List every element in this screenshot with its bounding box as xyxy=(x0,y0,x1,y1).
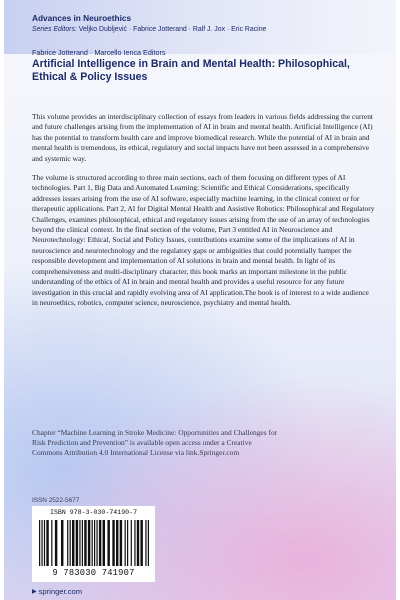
barcode-bar xyxy=(99,520,101,566)
barcode-bar xyxy=(92,520,93,566)
barcode xyxy=(32,506,155,582)
series-editors xyxy=(32,26,266,33)
barcode-bar xyxy=(70,520,71,566)
barcode-bars xyxy=(39,520,149,566)
barcode-bar xyxy=(140,520,142,566)
isbn-number: ISBN 978-3-030-74190-7 xyxy=(49,509,138,516)
book-editors: Fabrice Jotterand · Marcello Ienca Editors xyxy=(32,48,166,57)
series-editors-names: Veljko Dubljević · Fabrice Jotterand · Ralf J. Jox · Eric Racine xyxy=(78,26,267,33)
barcode-bar xyxy=(41,520,42,566)
barcode-bar xyxy=(72,520,74,566)
book-title: Artificial Intelligence in Brain and Mental Health: Philosophical, Ethical & Policy Issues xyxy=(32,58,350,83)
barcode-bar xyxy=(131,520,132,566)
barcode-bar xyxy=(67,520,68,566)
barcode-bar xyxy=(145,520,146,566)
barcode-bar xyxy=(96,520,97,566)
open-access-notice: Chapter “Machine Learning in Stroke Medicine: Opportunities and Challenges for Risk Prediction and Prevention” is available open access under a Creative Commons Attribution 4.0 International License via link.Springer.com xyxy=(32,428,278,458)
series-editors-label: Series Editors: xyxy=(32,26,77,33)
description-paragraph: The volume is structured according to three main sections, each of them focusing on different types of AI technologies. Part 1, Big Data and Automated Learning: Scientific and Ethical Considerations, specifically addresses issues arising from the use of AI software, especially machine learning, in the clinical context or for therapeutic applications. Part 2, AI for Digital Mental Health and Assistive Robotics: Philosophical and Regulatory Challenges, examines philosophical, ethical and regulatory issues arising from the use of an array of technologies beyond the clinical context. In the final section of the volume, Part 3 entitled AI in Neuroscience and Neurotechnology: Ethical, Social and Policy Issues, contributions examine some of the implications of AI in neuroscience and neurotechnology and the regulatory gaps or ambiguities that could potentially hamper the responsible development and implementation of AI solutions in brain and mental health. In light of its comprehensiveness and multi-disciplinary character, this book marks an important milestone in the public understanding of the ethics of AI in brain and mental health and provides a useful resource for any future investigation in this crucial and rapidly evolving area of AI application.The book is of interest to a wide audience in neuroethics, robotics, computer science, neuroscience, psychiatry and mental health. xyxy=(32,173,375,307)
website-text: springer.com xyxy=(38,587,83,596)
series-name: Advances in Neuroethics xyxy=(32,13,132,23)
barcode-bar xyxy=(79,520,80,566)
barcode-bar xyxy=(125,520,126,566)
back-cover xyxy=(4,0,396,600)
barcode-bar xyxy=(107,520,109,566)
barcode-bar xyxy=(148,520,149,566)
description-paragraph: This volume provides an interdisciplinary collection of essays from leaders in various fields addressing the current and future challenges arising from the implementation of AI in brain and mental health. Artificial Intelligence (AI) has the potential to transform health care and improve biomedical research. While the potential of AI in brain and mental health is tremendous, its ethical, regulatory and social impacts have not been assessed in a comprehensive and systemic way. xyxy=(32,112,373,163)
issn: ISSN 2522-5677 xyxy=(32,497,80,504)
barcode-bar xyxy=(112,520,114,566)
barcode-bar xyxy=(94,520,95,566)
barcode-bar xyxy=(76,520,78,566)
barcode-bar xyxy=(84,520,86,566)
barcode-bar xyxy=(46,520,48,566)
barcode-bar xyxy=(134,520,135,566)
arrow-right-icon: ▶ xyxy=(32,589,37,595)
barcode-bar xyxy=(88,520,90,566)
book-description xyxy=(32,112,376,317)
barcode-bar xyxy=(127,520,128,566)
website-link[interactable] xyxy=(32,587,82,596)
barcode-bar xyxy=(51,520,52,566)
barcode-bar xyxy=(103,520,105,566)
barcode-bar xyxy=(120,520,122,566)
barcode-bar xyxy=(44,520,45,566)
barcode-bar xyxy=(137,520,139,566)
barcode-bar xyxy=(55,520,57,566)
barcode-bar xyxy=(61,520,63,566)
barcode-bar xyxy=(39,520,40,566)
barcode-bar xyxy=(116,520,118,566)
ean-number: 9 783030 741907 xyxy=(52,568,135,578)
barcode-bar xyxy=(82,520,83,566)
